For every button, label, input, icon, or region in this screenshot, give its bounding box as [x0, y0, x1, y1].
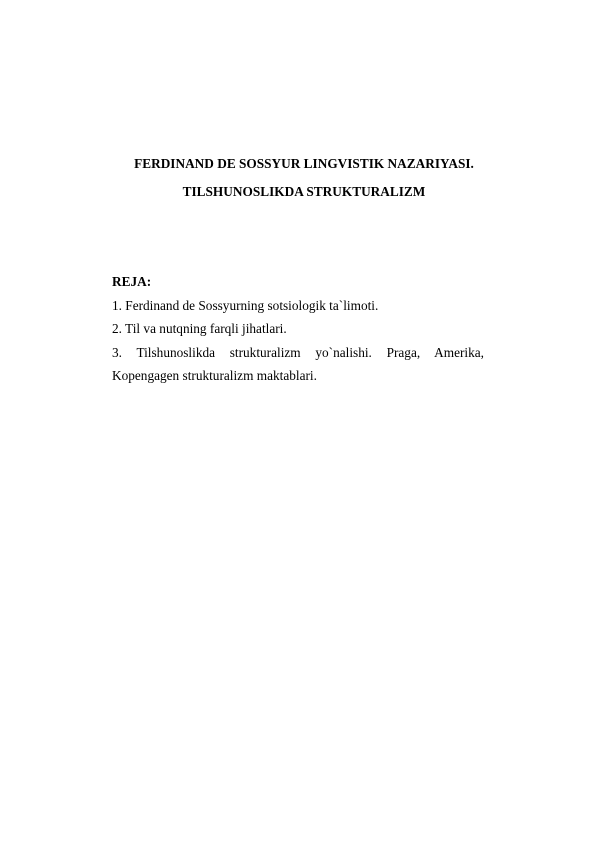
title-line-2: TILSHUNOSLIKDA STRUKTURALIZM — [182, 184, 426, 199]
plan-item-1: 1. Ferdinand de Sossyurning sotsiologik ta`limoti. — [112, 297, 379, 313]
plan-section — [112, 270, 484, 388]
plan-item-2: 2. Til va nutqning farqli jihatlari. — [112, 321, 287, 336]
document-title — [112, 150, 496, 206]
plan-item-3: 3. Tilshunoslikda strukturalizm yo`nalishi. Praga, Amerika, Kopengagen strukturalizm maktablari. — [112, 344, 484, 383]
title-line-1: FERDINAND DE SOSSYUR LINGVISTIK NAZARIYASI. — [134, 156, 474, 171]
plan-heading: REJA: — [112, 274, 152, 289]
